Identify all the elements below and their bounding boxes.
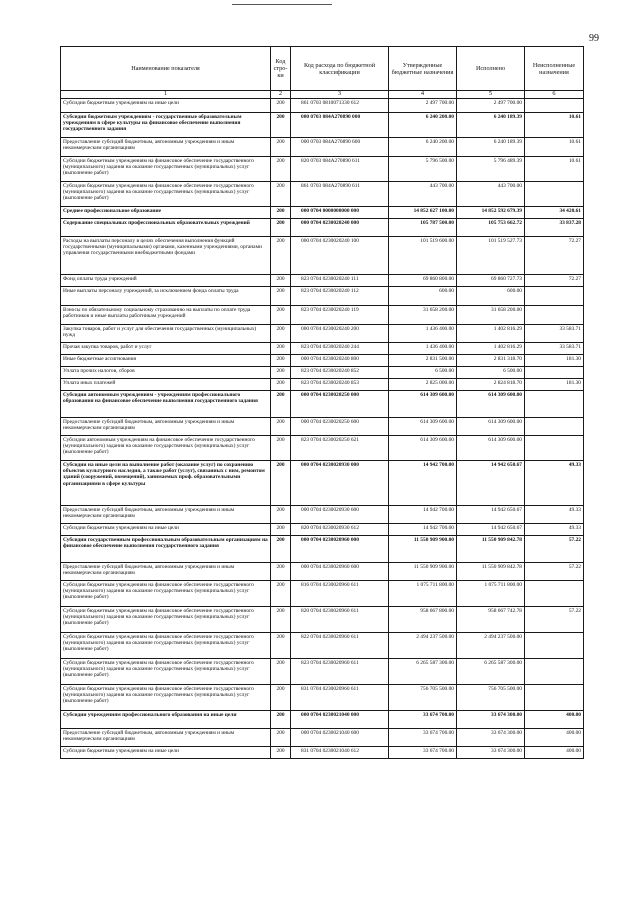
row-name-cell: Субсидии бюджетным учреждениям на финансовое обеспечение государственного (муниципального) задания на оказание государственных (муниципальных) услуг (выполнение работ) [61,685,271,711]
row-executed-cell: 2 831 318.70 [457,355,525,367]
row-approved-cell: 6 265 587 300.00 [389,659,457,685]
row-classification-cell: 820 0704 0230020960 611 [291,607,389,633]
row-approved-cell: 33 674 700.00 [389,747,457,759]
row-code-cell: 200 [271,113,291,138]
table-row [61,524,584,536]
col-number: 4 [389,91,457,99]
row-name-cell: Субсидии бюджетным учреждениям на иные цели [61,747,271,759]
table-row [61,581,584,607]
row-approved-cell: 2 497 700.00 [389,99,457,113]
row-executed-cell: 105 753 662.72 [457,219,525,237]
row-unexecuted-cell: 49.33 [525,524,584,536]
table-row [61,367,584,379]
row-name-cell: Субсидии автономным учреждениям на финансовое обеспечение государственного (муниципального) задания на оказание государственных (муниципальных) услуг (выполнение работ) [61,436,271,461]
row-classification-cell: 823 0704 0230020250 621 [291,436,389,461]
row-classification-cell: 831 0704 0230020960 611 [291,685,389,711]
row-name-cell: Иные бюджетные ассигнования [61,355,271,367]
table-row [61,685,584,711]
table-row [61,343,584,355]
row-name-cell: Предоставление субсидий бюджетным, автономным учреждениям и иным некоммерческим организациям [61,729,271,747]
row-executed-cell: 11 550 909 842.78 [457,563,525,581]
row-unexecuted-cell [525,99,584,113]
table-row [61,355,584,367]
row-unexecuted-cell: 400.00 [525,729,584,747]
row-approved-cell: 33 674 700.00 [389,729,457,747]
row-executed-cell: 2 494 237 500.00 [457,633,525,659]
row-code-cell: 200 [271,182,291,207]
row-unexecuted-cell: 72.27 [525,237,584,275]
top-rule [232,4,332,5]
row-approved-cell: 5 796 500.00 [389,157,457,182]
table-row [61,506,584,524]
row-executed-cell: 1 402 816.29 [457,325,525,343]
row-approved-cell: 14 852 627 100.00 [389,207,457,219]
row-name-cell: Предоставление субсидий бюджетным, автономным учреждениям и иным некоммерческим организациям [61,563,271,581]
row-code-cell: 200 [271,237,291,275]
row-name-cell: Субсидии бюджетным учреждениям на финансовое обеспечение государственного (муниципального) задания на оказание государственных (муниципальных) услуг (выполнение работ) [61,157,271,182]
col-header-approved: Утвержденные бюджетные назначения [389,47,457,91]
table-row [61,633,584,659]
table-row [61,182,584,207]
row-executed-cell: 958 667 742.78 [457,607,525,633]
table-row [61,461,584,506]
table-row [61,219,584,237]
table-row [61,113,584,138]
row-code-cell: 200 [271,275,291,287]
row-name-cell: Субсидии бюджетным учреждениям на иные цели [61,99,271,113]
row-approved-cell: 614 309 600.00 [389,418,457,436]
row-unexecuted-cell: 57.22 [525,607,584,633]
row-classification-cell: 000 0704 0230021040 600 [291,729,389,747]
row-executed-cell: 11 550 909 842.78 [457,536,525,563]
row-classification-cell: 823 0704 0230020240 119 [291,306,389,325]
report-table [60,46,584,759]
row-classification-cell: 822 0704 0230020960 611 [291,633,389,659]
row-code-cell: 200 [271,633,291,659]
col-number: 3 [291,91,389,99]
row-code-cell: 200 [271,436,291,461]
row-executed-cell: 14 942 650.67 [457,524,525,536]
row-approved-cell: 14 942 700.00 [389,461,457,506]
row-unexecuted-cell [525,182,584,207]
row-unexecuted-cell: 400.00 [525,747,584,759]
row-name-cell: Субсидии государственным профессиональным образовательным организациям на финансовое обеспечение выполнения государственного задания [61,536,271,563]
row-classification-cell: 000 0704 0230020240 100 [291,237,389,275]
table-row [61,157,584,182]
row-classification-cell: 820 0704 0230020930 612 [291,524,389,536]
row-approved-cell: 14 942 700.00 [389,524,457,536]
row-executed-cell: 614 309 600.00 [457,391,525,418]
row-classification-cell: 823 0704 0230020240 244 [291,343,389,355]
row-classification-cell: 823 0704 0230020240 111 [291,275,389,287]
row-approved-cell: 14 942 700.00 [389,506,457,524]
col-number: 2 [271,91,291,99]
table-row [61,138,584,157]
row-unexecuted-cell: 10.61 [525,113,584,138]
row-name-cell: Предоставление субсидий бюджетным, автономным учреждениям и иным некоммерческим организациям [61,418,271,436]
row-executed-cell: 14 942 650.67 [457,506,525,524]
table-row [61,711,584,729]
row-executed-cell: 6 240 189.39 [457,113,525,138]
row-classification-cell: 000 0704 0230021040 000 [291,711,389,729]
row-code-cell: 200 [271,729,291,747]
row-code-cell: 200 [271,418,291,436]
row-unexecuted-cell [525,581,584,607]
row-code-cell: 200 [271,355,291,367]
row-executed-cell: 600.00 [457,287,525,306]
row-executed-cell: 443 700.00 [457,182,525,207]
row-unexecuted-cell [525,391,584,418]
row-unexecuted-cell: 49.33 [525,461,584,506]
row-unexecuted-cell: 181.30 [525,379,584,391]
row-classification-cell: 000 0703 084A270890 600 [291,138,389,157]
col-header-unexecuted: Неисполненные назначения [525,47,584,91]
row-code-cell: 200 [271,367,291,379]
row-executed-cell: 1 402 816.29 [457,343,525,355]
row-classification-cell: 000 0703 084A270890 000 [291,113,389,138]
row-classification-cell: 816 0704 0230020960 611 [291,581,389,607]
row-name-cell: Субсидии бюджетным учреждениям на финансовое обеспечение государственного (муниципального) задания на оказание государственных (муниципальных) услуг (выполнение работ) [61,633,271,659]
row-approved-cell: 6 240 200.00 [389,138,457,157]
row-executed-cell: 33 674 300.00 [457,747,525,759]
col-number: 6 [525,91,584,99]
table-row [61,391,584,418]
row-unexecuted-cell: 57.22 [525,536,584,563]
row-classification-cell: 861 0703 084A270890 611 [291,182,389,207]
row-classification-cell: 000 0704 0230020250 000 [291,391,389,418]
table-row [61,237,584,275]
row-name-cell: Предоставление субсидий бюджетным, автономным учреждениям и иным некоммерческим организациям [61,506,271,524]
col-number: 1 [61,91,271,99]
row-executed-cell: 6 265 587 300.00 [457,659,525,685]
row-executed-cell: 756 705 500.00 [457,685,525,711]
row-code-cell: 200 [271,711,291,729]
table-row [61,747,584,759]
table-row [61,536,584,563]
row-name-cell: Содержание специальных профессиональных образовательных учреждений [61,219,271,237]
row-executed-cell: 101 519 527.73 [457,237,525,275]
row-unexecuted-cell: 49.33 [525,506,584,524]
row-approved-cell: 1 436 400.00 [389,325,457,343]
row-unexecuted-cell [525,287,584,306]
row-approved-cell: 614 309 600.00 [389,391,457,418]
row-code-cell: 200 [271,659,291,685]
table-row [61,207,584,219]
row-name-cell: Уплата иных платежей [61,379,271,391]
table-row [61,325,584,343]
row-classification-cell: 000 0704 0230020240 200 [291,325,389,343]
row-unexecuted-cell [525,367,584,379]
row-name-cell: Субсидии бюджетным учреждениям на финансовое обеспечение государственного (муниципального) задания на оказание государственных (муниципальных) услуг (выполнение работ) [61,659,271,685]
row-unexecuted-cell [525,418,584,436]
col-header-classification: Код расхода по бюджетной классификации [291,47,389,91]
col-header-code: Код стро-ки [271,47,291,91]
row-name-cell: Среднее профессиональное образование [61,207,271,219]
row-classification-cell: 000 0704 0230020960 600 [291,563,389,581]
row-approved-cell: 2 831 500.00 [389,355,457,367]
row-approved-cell: 443 700.00 [389,182,457,207]
row-name-cell: Уплата прочих налогов, сборов [61,367,271,379]
row-code-cell: 200 [271,391,291,418]
row-executed-cell: 14 942 650.67 [457,461,525,506]
row-unexecuted-cell: 34 420.61 [525,207,584,219]
row-classification-cell: 820 0703 084A270890 611 [291,157,389,182]
table-row [61,659,584,685]
row-unexecuted-cell: 400.00 [525,711,584,729]
row-approved-cell: 756 705 500.00 [389,685,457,711]
row-unexecuted-cell: 72.27 [525,275,584,287]
row-code-cell: 200 [271,524,291,536]
page-number: 99 [589,33,599,44]
row-name-cell: Расходы на выплаты персоналу в целях обеспечения выполнения функций государственными (муниципальными) органами, казенными учреждениями, органами управления государственными внебюджетными фондами [61,237,271,275]
row-approved-cell: 1 436 400.00 [389,343,457,355]
row-name-cell: Субсидии бюджетным учреждениям на иные цели [61,524,271,536]
row-classification-cell: 000 0704 0230020240 000 [291,219,389,237]
row-approved-cell: 33 674 700.00 [389,711,457,729]
row-code-cell: 200 [271,157,291,182]
row-approved-cell: 11 550 909 900.00 [389,563,457,581]
row-name-cell: Иные выплаты персоналу учреждений, за исключением фонда оплаты труда [61,287,271,306]
row-name-cell: Субсидии бюджетным учреждениям на финансовое обеспечение государственного (муниципального) задания на оказание государственных (муниципальных) услуг (выполнение работ) [61,182,271,207]
table-row [61,607,584,633]
row-executed-cell: 33 674 300.00 [457,711,525,729]
row-code-cell: 200 [271,343,291,355]
col-number: 5 [457,91,525,99]
table-row [61,418,584,436]
row-executed-cell: 5 796 489.39 [457,157,525,182]
row-code-cell: 200 [271,219,291,237]
table-row [61,306,584,325]
row-code-cell: 200 [271,325,291,343]
row-approved-cell: 6 500.00 [389,367,457,379]
table-row [61,379,584,391]
row-code-cell: 200 [271,99,291,113]
row-name-cell: Взносы по обязательному социальному страхованию на выплаты по оплате труда работников и иные выплаты работникам учреждений [61,306,271,325]
row-code-cell: 200 [271,607,291,633]
row-executed-cell: 33 674 300.00 [457,729,525,747]
row-approved-cell: 69 860 800.00 [389,275,457,287]
row-approved-cell: 6 240 200.00 [389,113,457,138]
row-name-cell: Прочая закупка товаров, работ и услуг [61,343,271,355]
row-classification-cell: 000 0704 0230020930 600 [291,506,389,524]
row-unexecuted-cell [525,306,584,325]
row-classification-cell: 000 0704 0000000000 000 [291,207,389,219]
row-unexecuted-cell: 10.61 [525,138,584,157]
row-approved-cell: 31 658 200.00 [389,306,457,325]
row-classification-cell: 000 0704 0230020240 800 [291,355,389,367]
row-code-cell: 200 [271,563,291,581]
row-unexecuted-cell: 181.30 [525,355,584,367]
row-code-cell: 200 [271,747,291,759]
row-approved-cell: 2 825 000.00 [389,379,457,391]
row-approved-cell: 614 309 600.00 [389,436,457,461]
row-code-cell: 200 [271,306,291,325]
row-unexecuted-cell: 33 583.71 [525,343,584,355]
row-name-cell: Субсидии на иные цели на выполнение работ (оказание услуг) по сохранению объектов культурного наследия, а также работ (услуг), связанных с ним, ремонтом зданий (сооружений, помещений), занимаемых проф. образовательными организациями в сфере культуры [61,461,271,506]
row-code-cell: 200 [271,506,291,524]
row-classification-cell: 823 0704 0230020240 852 [291,367,389,379]
row-code-cell: 200 [271,536,291,563]
header-row [61,47,584,91]
row-unexecuted-cell: 10.61 [525,157,584,182]
row-unexecuted-cell [525,436,584,461]
row-approved-cell: 105 787 500.00 [389,219,457,237]
row-executed-cell: 1 075 711 800.00 [457,581,525,607]
row-name-cell: Субсидии автономным учреждениям - учреждениям профессионального образования на финансовое обеспечение выполнения государственного задания [61,391,271,418]
row-classification-cell: 823 0704 0230020240 112 [291,287,389,306]
row-classification-cell: 000 0704 0230020960 000 [291,536,389,563]
row-executed-cell: 31 658 200.00 [457,306,525,325]
row-name-cell: Субсидии бюджетным учреждениям - государственные образовательным учреждениям в сфере культуры на финансовое обеспечение выполнения государственного задания [61,113,271,138]
row-approved-cell: 958 667 800.00 [389,607,457,633]
table-row [61,729,584,747]
row-code-cell: 200 [271,581,291,607]
row-name-cell: Фонд оплаты труда учреждений [61,275,271,287]
row-name-cell: Субсидии бюджетным учреждениям на финансовое обеспечение государственного (муниципального) задания на оказание государственных (муниципальных) услуг (выполнение работ) [61,581,271,607]
row-classification-cell: 000 0704 0230020250 600 [291,418,389,436]
row-unexecuted-cell: 57.22 [525,563,584,581]
row-name-cell: Субсидии бюджетным учреждениям на финансовое обеспечение государственного (муниципального) задания на оказание государственных (муниципальных) услуг (выполнение работ) [61,607,271,633]
row-executed-cell: 6 240 189.39 [457,138,525,157]
row-approved-cell: 11 550 909 900.00 [389,536,457,563]
column-numbers-row [61,91,584,99]
row-code-cell: 200 [271,138,291,157]
row-executed-cell: 69 860 727.73 [457,275,525,287]
row-executed-cell: 614 309 600.00 [457,418,525,436]
col-header-executed: Исполнено [457,47,525,91]
row-code-cell: 200 [271,207,291,219]
row-classification-cell: 823 0704 0230020240 853 [291,379,389,391]
table-row [61,563,584,581]
table-row [61,99,584,113]
row-executed-cell: 614 309 600.00 [457,436,525,461]
col-header-name: Наименование показателя [61,47,271,91]
row-classification-cell: 861 0703 0810071330 612 [291,99,389,113]
row-approved-cell: 1 075 711 800.00 [389,581,457,607]
row-unexecuted-cell: 33 583.71 [525,325,584,343]
row-code-cell: 200 [271,461,291,506]
table-row [61,436,584,461]
row-classification-cell: 823 0704 0230020960 611 [291,659,389,685]
row-name-cell: Предоставление субсидий бюджетным, автономным учреждениям и иным некоммерческим организациям [61,138,271,157]
row-classification-cell: 000 0704 0230020930 000 [291,461,389,506]
row-unexecuted-cell [525,685,584,711]
table-row [61,287,584,306]
row-code-cell: 200 [271,379,291,391]
row-executed-cell: 2 497 700.00 [457,99,525,113]
row-name-cell: Закупка товаров, работ и услуг для обеспечения государственных (муниципальных) нужд [61,325,271,343]
row-approved-cell: 101 519 600.00 [389,237,457,275]
row-unexecuted-cell [525,659,584,685]
row-approved-cell: 600.00 [389,287,457,306]
row-code-cell: 200 [271,287,291,306]
row-code-cell: 200 [271,685,291,711]
row-executed-cell: 14 852 592 679.39 [457,207,525,219]
row-approved-cell: 2 494 237 500.00 [389,633,457,659]
row-executed-cell: 2 824 818.70 [457,379,525,391]
row-executed-cell: 6 500.00 [457,367,525,379]
row-unexecuted-cell: 33 837.28 [525,219,584,237]
table-row [61,275,584,287]
row-classification-cell: 831 0704 0230021040 612 [291,747,389,759]
row-unexecuted-cell [525,633,584,659]
row-name-cell: Субсидии учреждениям профессионального образования на иные цели [61,711,271,729]
